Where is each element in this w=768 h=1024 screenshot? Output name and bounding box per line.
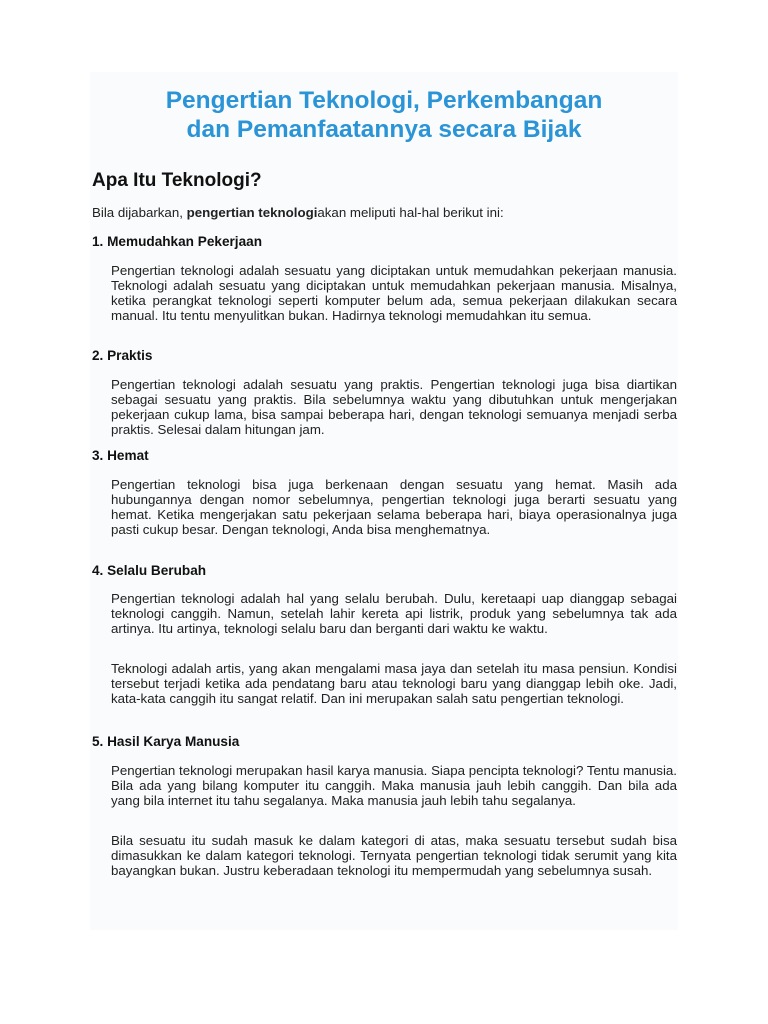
- subheading-4: 4. Selalu Berubah: [92, 563, 207, 578]
- paragraph-4b: Teknologi adalah artis, yang akan mengalami masa jaya dan setelah itu masa pensiun. Kondisi tersebut terjadi ketika ada pendatang baru atau teknologi baru yang dianggap lebih oke. Jadi, kata-kata canggih itu sangat relatif. Dan ini merupakan salah satu pengertian teknologi.: [111, 661, 677, 706]
- intro-text-before: Bila dijabarkan,: [92, 205, 187, 220]
- page-title: [90, 86, 678, 144]
- paragraph-5b: Bila sesuatu itu sudah masuk ke dalam kategori di atas, maka sesuatu tersebut sudah bisa dimasukkan ke dalam kategori teknologi. Ternyata pengertian teknologi tidak serumit yang kita bayangkan bukan. Justru keberadaan teknologi itu mempermudah yang sebelumnya susah.: [111, 833, 677, 878]
- paragraph-5a: Pengertian teknologi merupakan hasil karya manusia. Siapa pencipta teknologi? Tentu manusia. Bila ada yang bilang komputer itu canggih. Maka manusia jauh lebih canggih. Dan bila ada yang bila internet itu tahu segalanya. Maka manusia jauh lebih tahu segalanya.: [111, 763, 677, 808]
- intro-text-after: akan meliputi hal-hal berikut ini:: [317, 205, 504, 220]
- subheading-5: 5. Hasil Karya Manusia: [92, 734, 240, 749]
- paragraph-1: Pengertian teknologi adalah sesuatu yang diciptakan untuk memudahkan pekerjaan manusia. Teknologi adalah sesuatu yang diciptakan untuk memudahkan pekerjaan manusia. Misalnya, ketika perangkat teknologi seperti komputer belum ada, semua pekerjaan dilakukan secara manual. Itu tentu menyulitkan bukan. Hadirnya teknologi memudahkan itu semua.: [111, 263, 677, 323]
- subheading-2: 2. Praktis: [92, 348, 153, 363]
- section-heading: Apa Itu Teknologi?: [92, 170, 262, 191]
- subheading-1: 1. Memudahkan Pekerjaan: [92, 234, 262, 249]
- intro-paragraph: [92, 205, 504, 220]
- intro-text-bold: pengertian teknologi: [186, 205, 318, 220]
- paragraph-4a: Pengertian teknologi adalah hal yang selalu berubah. Dulu, keretaapi uap dianggap sebagai teknologi canggih. Namun, setelah lahir kereta api listrik, produk yang sebelumnya tak ada artinya. Itu artinya, teknologi selalu baru dan berganti dari waktu ke waktu.: [111, 591, 677, 636]
- paragraph-3: Pengertian teknologi bisa juga berkenaan dengan sesuatu yang hemat. Masih ada hubungannya dengan nomor sebelumnya, pengertian teknologi juga berarti sesuatu yang hemat. Ketika mengerjakan satu pekerjaan selama beberapa hari, biaya operasionalnya juga pasti cukup besar. Dengan teknologi, Anda bisa menghematnya.: [111, 477, 677, 537]
- title-line-1: Pengertian Teknologi, Perkembangan: [165, 87, 603, 114]
- document-page: [90, 72, 678, 930]
- subheading-3: 3. Hemat: [92, 448, 149, 463]
- paragraph-2: Pengertian teknologi adalah sesuatu yang praktis. Pengertian teknologi juga bisa diartikan sebagai sesuatu yang praktis. Bila sebelumnya waktu yang dibutuhkan untuk mengerjakan pekerjaan cukup lama, bisa sampai beberapa hari, dengan teknologi semuanya menjadi serba praktis. Selesai dalam hitungan jam.: [111, 377, 677, 437]
- title-line-2: dan Pemanfaatannya secara Bijak: [186, 116, 582, 143]
